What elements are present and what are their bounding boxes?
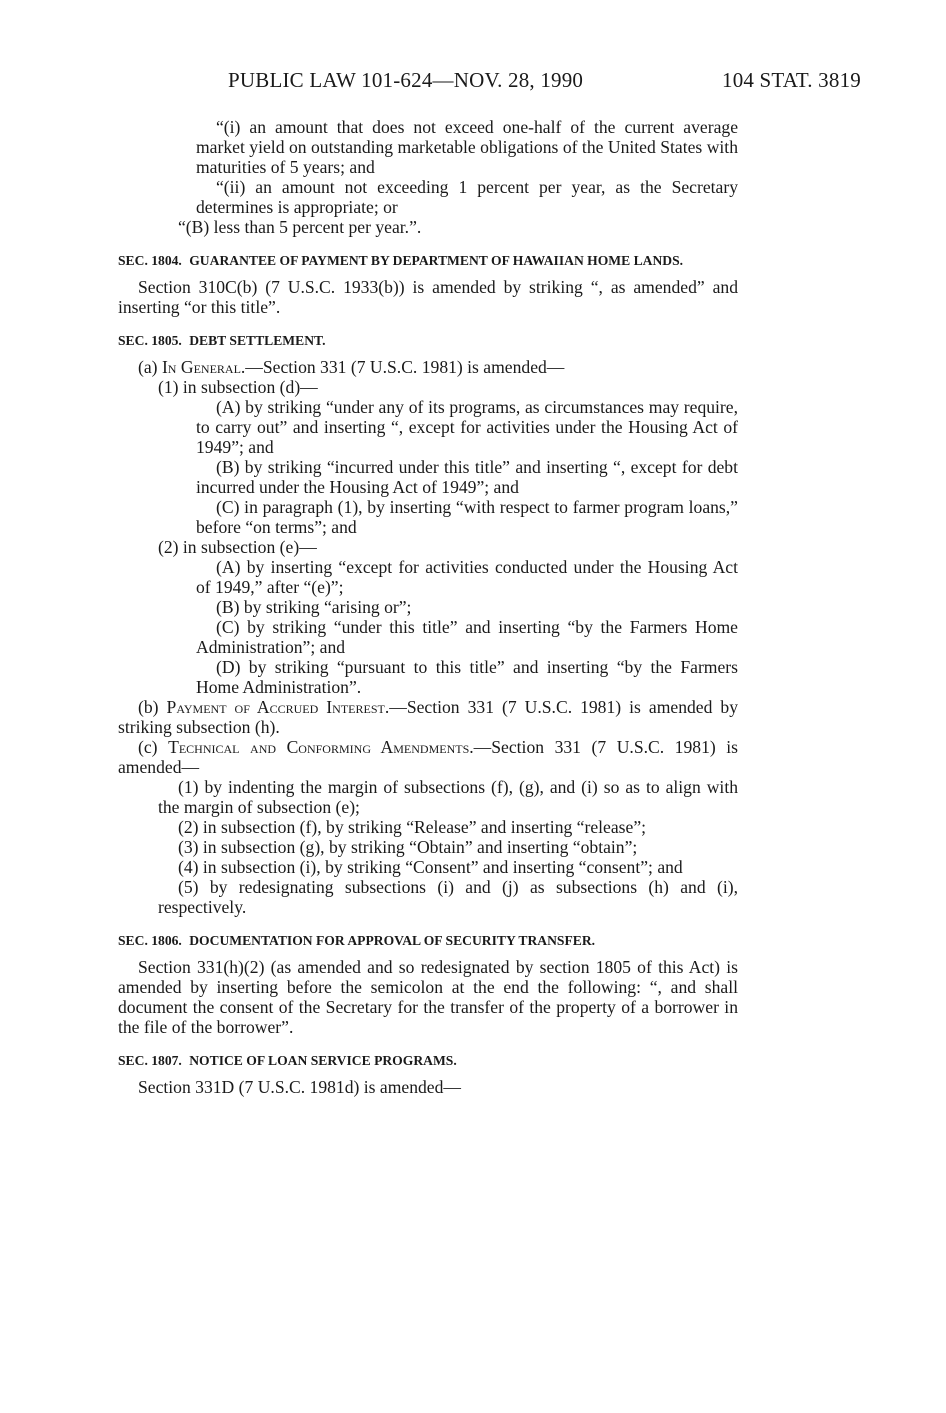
running-head-title: PUBLIC LAW 101-624—NOV. 28, 1990: [228, 68, 584, 92]
section-title: NOTICE OF LOAN SERVICE PROGRAMS.: [189, 1053, 457, 1068]
paragraph-c4: (4) in subsection (i), by striking “Consent” and inserting “consent”; and: [178, 857, 683, 877]
subsection-caption: Technical and Conforming Amendments.: [168, 737, 474, 757]
section-1807-text: Section 331D (7 U.S.C. 1981d) is amended—: [138, 1077, 462, 1097]
section-1806-heading: [118, 931, 738, 950]
section-1805-heading: [118, 331, 738, 350]
subsection-text: —Section 331 (7 U.S.C. 1981) is amended—: [118, 737, 738, 777]
subparagraph-a2C: (C) by striking “under this title” and inserting “by the Farmers Home Administration”; and: [196, 617, 738, 657]
subsection-prefix: (c): [138, 737, 169, 757]
subsection-text: —Section 331 (7 U.S.C. 1981) is amended—: [245, 357, 565, 377]
subsection-caption: In General.: [161, 357, 246, 377]
subparagraph-a1C: (C) in paragraph (1), by inserting “with respect to farmer program loans,” before “on terms”; and: [196, 497, 738, 537]
subsection-c: [118, 737, 738, 777]
section-1804-text: Section 310C(b) (7 U.S.C. 1933(b)) is amended by striking “, as amended” and inserting “or this title”.: [118, 277, 738, 317]
stat-page-number: 104 STAT. 3819: [722, 68, 861, 92]
page-header: [0, 68, 946, 98]
section-title: GUARANTEE OF PAYMENT BY DEPARTMENT OF HAWAIIAN HOME LANDS.: [189, 253, 684, 268]
paragraph-a2: (2) in subsection (e)—: [158, 537, 317, 557]
section-1806-text: Section 331(h)(2) (as amended and so redesignated by section 1805 of this Act) is amended by inserting before the semicolon at the end the following: “, and shall document the consent of the Secretary for the transfer of the property of a borrower in the file of the borrower”.: [118, 957, 738, 1037]
paragraph-c2: (2) in subsection (f), by striking “Release” and inserting “release”;: [178, 817, 647, 837]
section-number: SEC. 1804.: [118, 253, 182, 268]
subparagraph-a1A: (A) by striking “under any of its programs, as circumstances may require, to carry out” and inserting “, except for activities under the Housing Act of 1949”; and: [196, 397, 738, 457]
subsection-a: [118, 357, 738, 377]
section-title: DEBT SETTLEMENT.: [189, 333, 326, 348]
paragraph-c5: (5) by redesignating subsections (i) and (j) as subsections (h) and (i), respectively.: [158, 877, 738, 917]
section-1804-heading: [118, 251, 738, 270]
subsection-prefix: (a): [138, 357, 162, 377]
subsection-caption: Payment of Accrued Interest.: [166, 697, 390, 717]
page-body: [118, 117, 738, 1097]
subsection-b: [118, 697, 738, 737]
subparagraph-a2B: (B) by striking “arising or”;: [216, 597, 412, 617]
paragraph-a1: (1) in subsection (d)—: [158, 377, 318, 397]
clause-i: “(i) an amount that does not exceed one-half of the current average market yield on outstanding marketable obligations of the United States with maturities of 5 years; and: [196, 117, 738, 177]
paragraph-c3: (3) in subsection (g), by striking “Obtain” and inserting “obtain”;: [178, 837, 638, 857]
subsection-prefix: (b): [138, 697, 167, 717]
subsection-text: —Section 331 (7 U.S.C. 1981) is amended by striking subsection (h).: [118, 697, 738, 737]
subparagraph-a2A: (A) by inserting “except for activities conducted under the Housing Act of 1949,” after “(e)”;: [196, 557, 738, 597]
paragraph-c1: (1) by indenting the margin of subsections (f), (g), and (i) so as to align with the margin of subsection (e);: [158, 777, 738, 817]
subparagraph-a1B: (B) by striking “incurred under this title” and inserting “, except for debt incurred under the Housing Act of 1949”; and: [196, 457, 738, 497]
clause-b: “(B) less than 5 percent per year.”.: [178, 217, 422, 237]
section-1807-heading: [118, 1051, 738, 1070]
section-title: DOCUMENTATION FOR APPROVAL OF SECURITY TRANSFER.: [189, 933, 596, 948]
section-number: SEC. 1805.: [118, 333, 182, 348]
section-number: SEC. 1806.: [118, 933, 182, 948]
clause-ii: “(ii) an amount not exceeding 1 percent per year, as the Secretary determines is appropriate; or: [196, 177, 738, 217]
subparagraph-a2D: (D) by striking “pursuant to this title” and inserting “by the Farmers Home Administration”.: [196, 657, 738, 697]
section-number: SEC. 1807.: [118, 1053, 182, 1068]
